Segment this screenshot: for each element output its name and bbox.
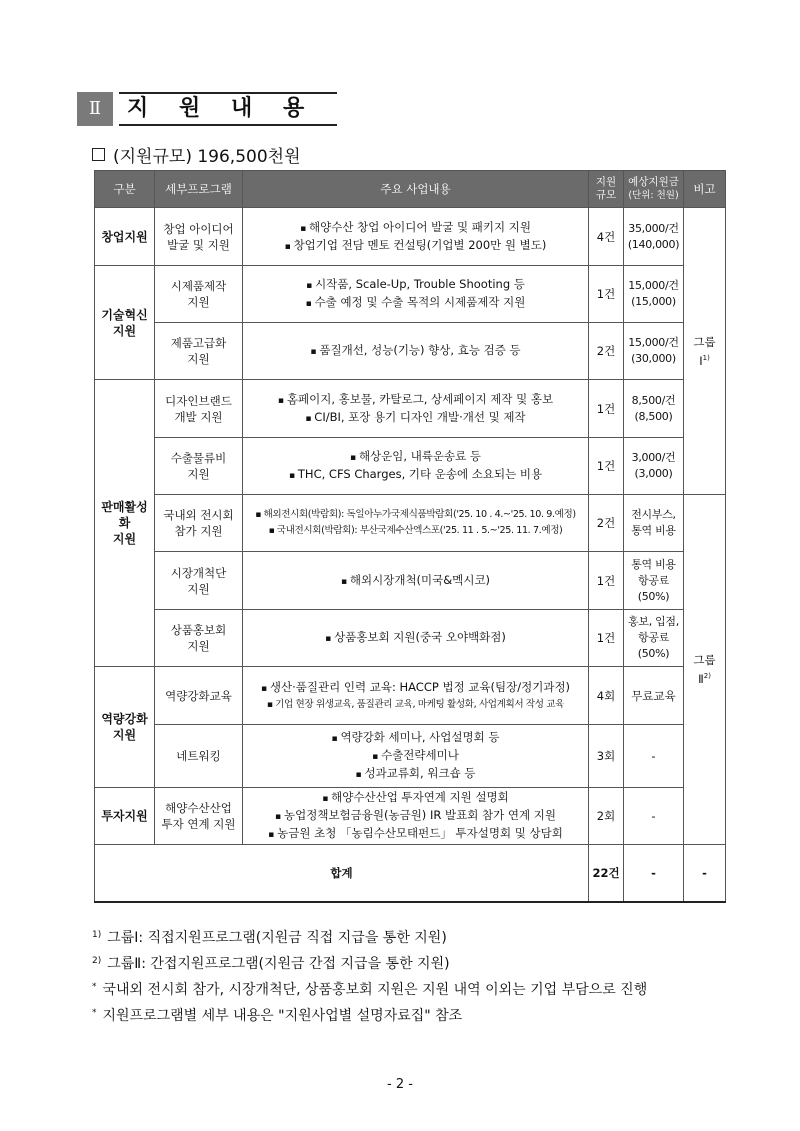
cost-cell: 15,000/건 (30,000) (624, 323, 684, 380)
scale-cell: 2건 (589, 495, 624, 552)
cost-cell: 8,500/건 (8,500) (624, 380, 684, 438)
footnote: $^{1)}$ 그룹Ⅰ: 직접지원프로그램(지원금 직접 지급을 통한 지원) (92, 930, 447, 946)
footnotes (92, 924, 647, 1028)
content-cell: ▪ 홈페이지, 홍보물, 카탈로그, 상세페이지 제작 및 홍보 ▪ CI/BI, 포장 용기 디자인 개발·개선 및 제작 (243, 380, 589, 438)
scale-cell: 1건 (589, 380, 624, 438)
program-cell: 제품고급화 지원 (155, 323, 243, 380)
table-row (95, 495, 726, 552)
cost-cell: 무료교육 (624, 667, 684, 725)
scale-cell: 1건 (589, 610, 624, 667)
cost-cell: - (624, 725, 684, 788)
content-cell: ▪ 시작품, Scale-Up, Trouble Shooting 등 ▪ 수출 예정 및 수출 목적의 시제품제작 지원 (243, 266, 589, 323)
footnote: * 지원프로그램별 세부 내용은 "지원사업별 설명자료집" 참조 (92, 1008, 463, 1024)
content-cell: ▪ 상품홍보회 지원(중국 오야백화점) (243, 610, 589, 667)
program-cell: 국내외 전시회 참가 지원 (155, 495, 243, 552)
scale-cell: 1건 (589, 552, 624, 610)
scale-cell: 2건 (589, 323, 624, 380)
scale-cell: 1건 (589, 438, 624, 495)
category-cell: 판매활성화 지원 (95, 380, 155, 667)
program-cell: 창업 아이디어 발굴 및 지원 (155, 208, 243, 266)
program-cell: 시장개척단 지원 (155, 552, 243, 610)
program-cell: 디자인브랜드 개발 지원 (155, 380, 243, 438)
scale-cell: 2회 (589, 788, 624, 845)
scale-label: (지원규모) (113, 147, 192, 167)
program-cell: 네트워킹 (155, 725, 243, 788)
cost-cell: 3,000/건 (3,000) (624, 438, 684, 495)
content-cell: ▪ 해양수산산업 투자연계 지원 설명회 ▪ 농업정책보험금융원(농금원) IR 발표회 참가 연계 지원 ▪ 농금원 초청 「농림수산모태펀드」 투자설명회 및 상담회 (243, 788, 589, 845)
table-row (95, 266, 726, 323)
scale-cell: 4회 (589, 667, 624, 725)
total-cost: - (624, 845, 684, 903)
title-char: 용 (283, 96, 305, 121)
content-cell: ▪ 생산·품질관리 인력 교육: HACCP 법정 교육(팀장/정기과정) ▪ 기업 현장 위생교육, 품질관리 교육, 마케팅 활성화, 사업계획서 작성 교육 (243, 667, 589, 725)
content-cell: ▪ 해양수산 창업 아이디어 발굴 및 패키지 지원 ▪ 창업기업 전담 멘토 컨설팅(기업별 200만 원 별도) (243, 208, 589, 266)
content-cell: ▪ 역량강화 세미나, 사업설명회 등 ▪ 수출전략세미나 ▪ 성과교류회, 워크숍 등 (243, 725, 589, 788)
header-remark: 비고 (684, 171, 726, 208)
checkbox-square-icon (92, 148, 105, 161)
page-number: - 2 - (387, 1077, 413, 1092)
header-scale: 지원 규모 (589, 171, 624, 208)
remark-cell-group1: 그룹 Ⅰ$^{1)}$ (684, 208, 726, 495)
category-cell: 창업지원 (95, 208, 155, 266)
title-char: 지 (127, 96, 149, 121)
cost-cell: 15,000/건 (15,000) (624, 266, 684, 323)
cost-cell: 통역 비용 항공료(50%) (624, 552, 684, 610)
section-title (119, 92, 337, 126)
total-row (95, 845, 726, 903)
category-cell: 기술혁신 지원 (95, 266, 155, 380)
category-cell: 역량강화 지원 (95, 667, 155, 788)
program-cell: 수출물류비 지원 (155, 438, 243, 495)
table-row (95, 788, 726, 845)
scale-amount: 196,500천원 (197, 147, 301, 167)
table-row (95, 380, 726, 438)
program-cell: 역량강화교육 (155, 667, 243, 725)
table-row (95, 667, 726, 725)
title-char: 원 (179, 96, 201, 121)
cost-cell: - (624, 788, 684, 845)
total-remark: - (684, 845, 726, 903)
cost-cell: 홍보, 입점, 항공료(50%) (624, 610, 684, 667)
category-cell: 투자지원 (95, 788, 155, 845)
footnote: * 국내외 전시회 참가, 시장개척단, 상품홍보회 지원은 지원 내역 이외는 기업 부담으로 진행 (92, 982, 648, 998)
footnote: $^{2)}$ 그룹Ⅱ: 간접지원프로그램(지원금 간접 지급을 통한 지원) (92, 956, 450, 972)
header-program: 세부프로그램 (155, 171, 243, 208)
support-scale (92, 142, 301, 167)
scale-cell: 1건 (589, 266, 624, 323)
program-cell: 시제품제작 지원 (155, 266, 243, 323)
content-cell: ▪ 해외시장개척(미국&멕시코) (243, 552, 589, 610)
content-cell: ▪ 품질개선, 성능(기능) 향상, 효능 검증 등 (243, 323, 589, 380)
total-label: 합계 (95, 845, 589, 903)
scale-cell: 3회 (589, 725, 624, 788)
table-row (95, 552, 726, 610)
header-category: 구분 (95, 171, 155, 208)
table-row (95, 725, 726, 788)
section-number: Ⅱ (77, 92, 113, 126)
support-table (94, 170, 726, 903)
content-cell: ▪ 해상운임, 내륙운송료 등 ▪ THC, CFS Charges, 기타 운송에 소요되는 비용 (243, 438, 589, 495)
table-row (95, 438, 726, 495)
scale-cell: 4건 (589, 208, 624, 266)
table-row (95, 610, 726, 667)
program-cell: 해양수산산업 투자 연계 지원 (155, 788, 243, 845)
cost-cell: 전시부스, 통역 비용 (624, 495, 684, 552)
header-content: 주요 사업내용 (243, 171, 589, 208)
content-cell: ▪ 해외전시회(박람회): 독일아누가국제식품박람회('25. 10 . 4.~'25. 10. 9.예정) ▪ 국내전시회(박람회): 부산국제수산엑스포('25. 11 . 5.~'25. 11. 7.예정) (243, 495, 589, 552)
program-cell: 상품홍보회 지원 (155, 610, 243, 667)
header-cost: 예상지원금 (단위: 천원) (624, 171, 684, 208)
title-char: 내 (231, 96, 253, 121)
remark-cell-group2: 그룹 Ⅱ$^{2)}$ (684, 495, 726, 845)
table-row (95, 208, 726, 266)
cost-cell: 35,000/건 (140,000) (624, 208, 684, 266)
table-row (95, 323, 726, 380)
total-scale: 22건 (589, 845, 624, 903)
table-header-row (95, 171, 726, 208)
